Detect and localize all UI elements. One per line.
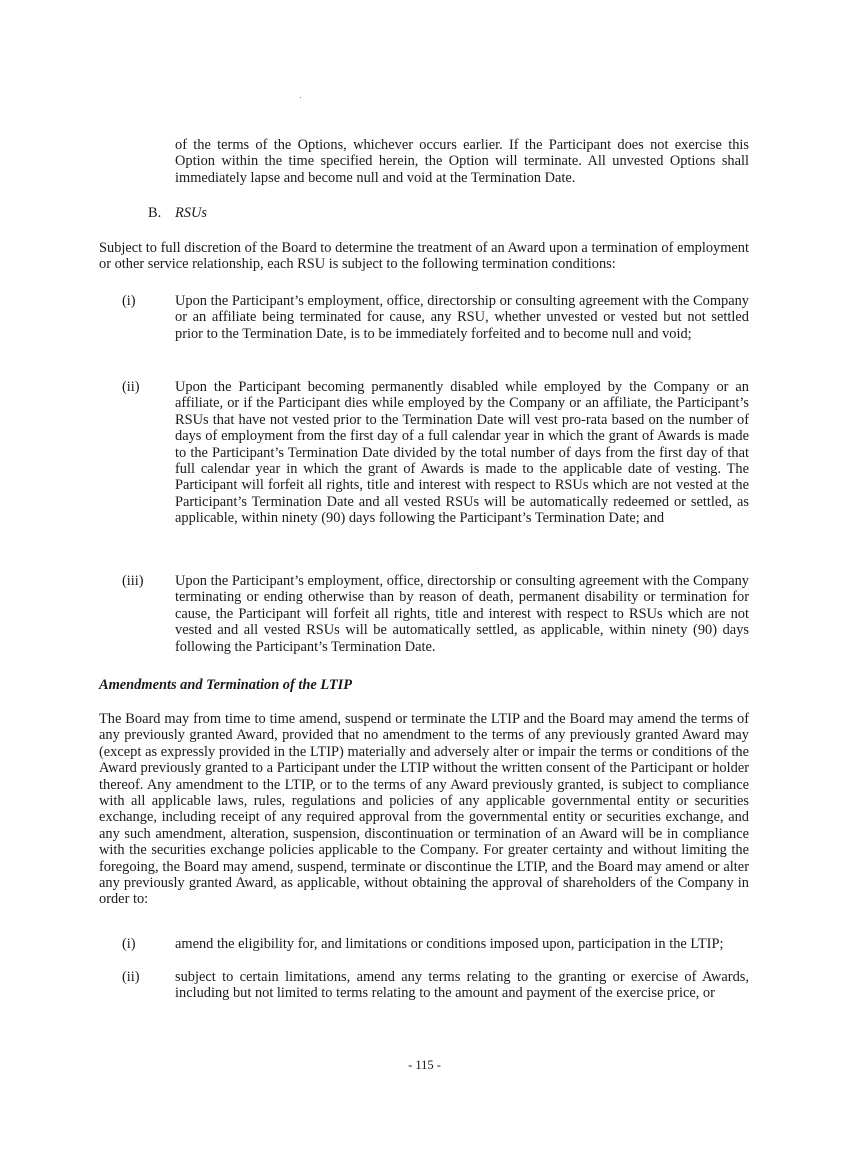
subsection-heading bbox=[148, 205, 207, 221]
section-heading: Amendments and Termination of the LTIP bbox=[99, 677, 353, 693]
amend-item-text: subject to certain limitations, amend any terms relating to the granting or exercise of Awards, including but not limited to terms relating to the amount and payment of the exercise price, or bbox=[175, 969, 749, 1002]
amend-item-number: (ii) bbox=[122, 969, 140, 985]
rsu-item-text: Upon the Participant’s employment, office, directorship or consulting agreement with the Company terminating or ending otherwise than by reason of death, permanent disability or termination for cause, the Participant will forfeit all rights, title and interest with respect to RSUs which are not vested and all vested RSUs will be automatically settled, as applicable, within ninety (90) days following the Participant’s Termination Date. bbox=[175, 573, 749, 655]
rsu-item-text: Upon the Participant becoming permanently disabled while employed by the Company or an affiliate, or if the Participant dies while employed by the Company or an affiliate, the Participant’s RSUs that have not vested prior to the Termination Date will vest pro-rata based on the number of days of employment from the first day of a full calendar year in which the grant of Awards is made to the Participant’s Termination Date divided by the total number of days from the first day of that full calendar year in which the grant of Awards is made to the applicable date of vesting. The Participant will forfeit all rights, title and interest with respect to RSUs which are not vested at the Participant’s Termination Date and all vested RSUs will be automatically redeemed or settled, as applicable, within ninety (90) days following the Participant’s Termination Date; and bbox=[175, 379, 749, 527]
amend-item-number: (i) bbox=[122, 936, 136, 952]
amendments-paragraph: The Board may from time to time amend, suspend or terminate the LTIP and the Board may amend the terms of any previously granted Award, provided that no amendment to the terms of any previously granted Award may (except as expressly provided in the LTIP) materially and adversely alter or impair the terms or conditions of the Award previously granted to a Participant under the LTIP without the written consent of the Participant or holder thereof. Any amendment to the LTIP, or to the terms of any Award previously granted, is subject to compliance with all applicable laws, rules, regulations and policies of any applicable governmental entity or securities exchange, including receipt of any required approval from the governmental entity or securities exchange, and any such amendment, alteration, suspension, discontinuation or termination of an Award will be in compliance with the securities exchange policies applicable to the Company. For greater certainty and without limiting the foregoing, the Board may amend, suspend, terminate or discontinue the LTIP, and the Board may amend or alter any previously granted Award, as applicable, without obtaining the approval of shareholders of the Company in order to: bbox=[99, 711, 749, 908]
rsu-item-number: (iii) bbox=[122, 573, 144, 589]
amend-item-text: amend the eligibility for, and limitations or conditions imposed upon, participation in the LTIP; bbox=[175, 936, 724, 952]
rsu-item-number: (i) bbox=[122, 293, 136, 309]
rsu-item-number: (ii) bbox=[122, 379, 140, 395]
subsection-letter: B. bbox=[148, 205, 162, 221]
scan-mark bbox=[300, 97, 301, 98]
rsu-intro-paragraph: Subject to full discretion of the Board to determine the treatment of an Award upon a termination of employment or other service relationship, each RSU is subject to the following termination conditions: bbox=[99, 240, 749, 273]
page-number: - 115 - bbox=[408, 1058, 441, 1072]
rsu-item-text: Upon the Participant’s employment, office, directorship or consulting agreement with the Company or an affiliate being terminated for cause, any RSU, whether unvested or vested but not settled prior to the Termination Date, is to be immediately forfeited and to become null and void; bbox=[175, 293, 749, 342]
subsection-title: RSUs bbox=[175, 205, 207, 221]
continuation-paragraph: of the terms of the Options, whichever occurs earlier. If the Participant does not exercise this Option within the time specified herein, the Option will terminate. All unvested Options shall immediately lapse and become null and void at the Termination Date. bbox=[175, 137, 749, 186]
